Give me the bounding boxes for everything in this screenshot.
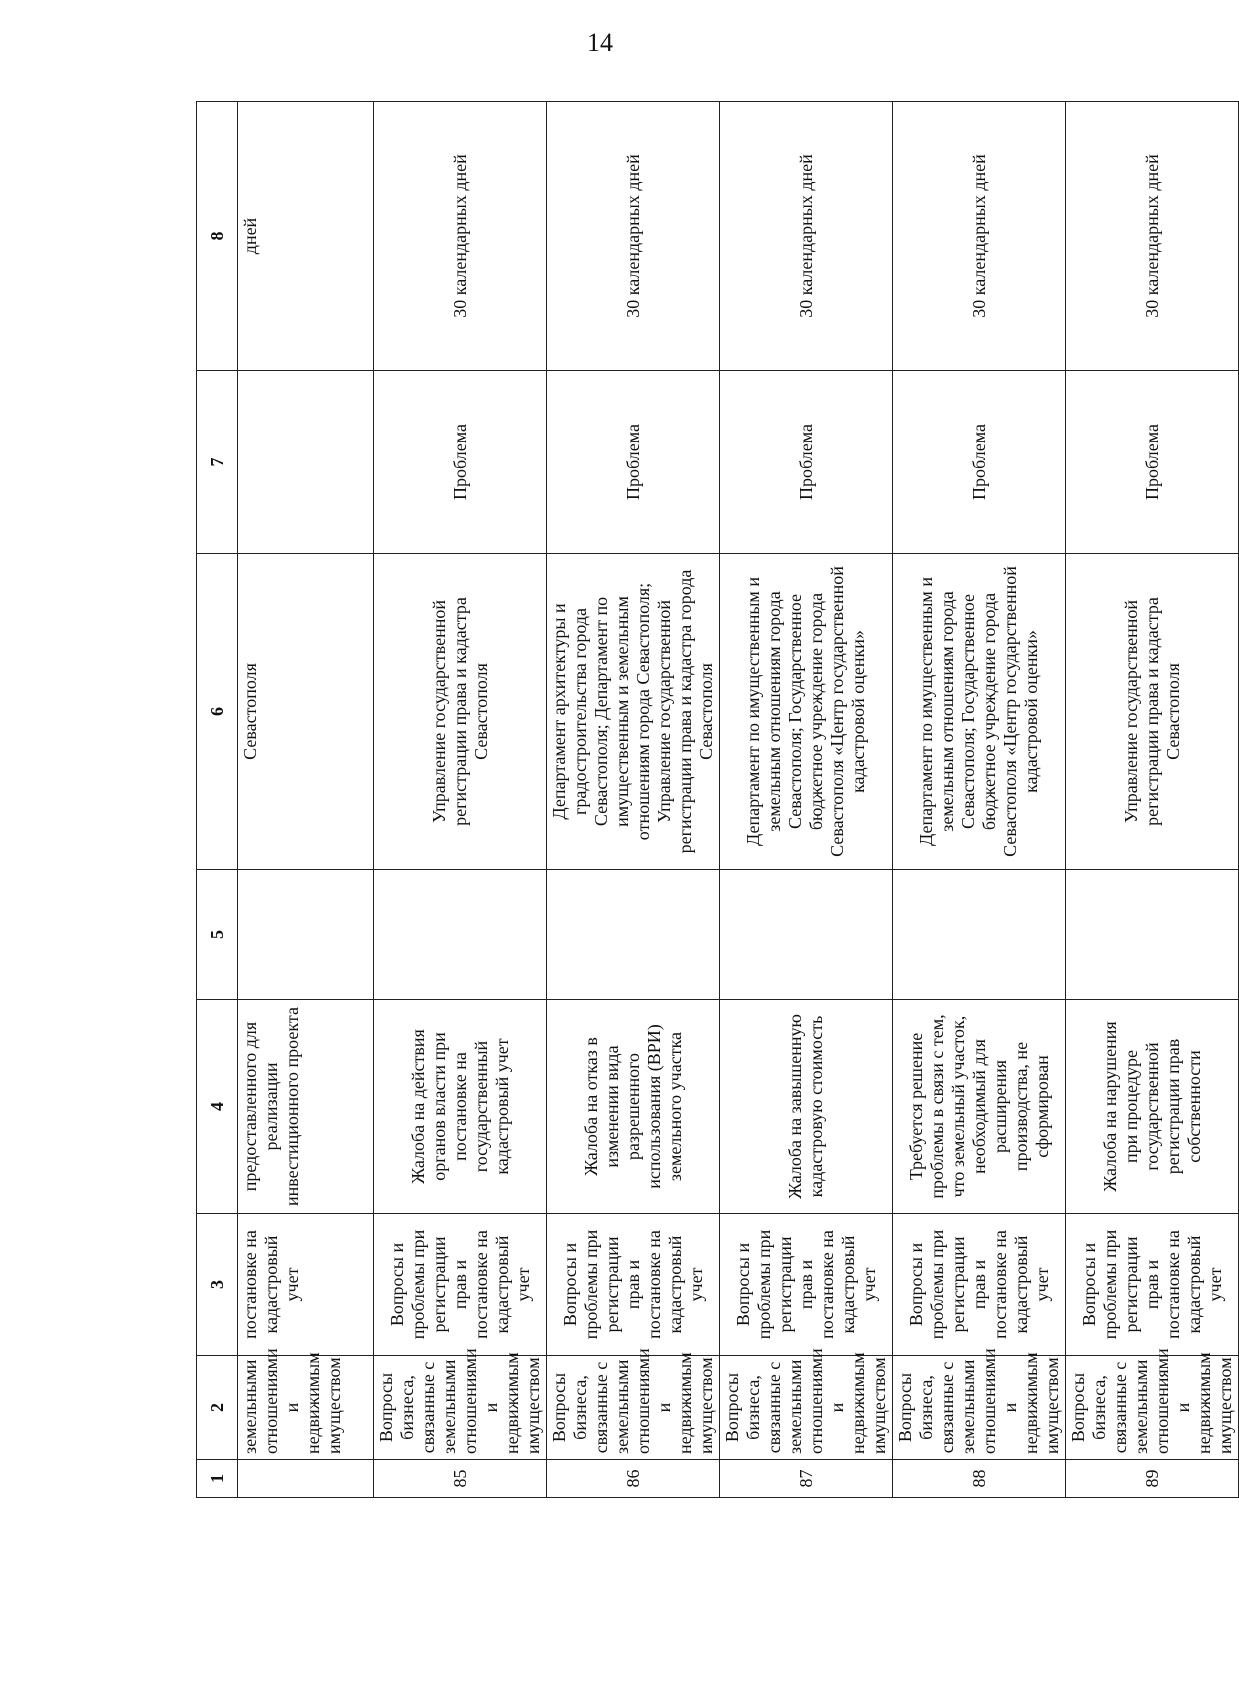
issue-cell: предоставленного для реализации инвестиционного проекта bbox=[238, 1000, 374, 1214]
header-cell: 5 bbox=[197, 870, 238, 1000]
header-cell: 7 bbox=[197, 371, 238, 554]
header-row bbox=[197, 102, 238, 1498]
header-cell: 3 bbox=[197, 1214, 238, 1356]
subtopic-cell: постановке на кадастровый учет bbox=[238, 1214, 374, 1356]
row-number-cell: 85 bbox=[374, 1460, 547, 1498]
issue-cell: Жалоба на действия органов власти при постановке на государственный кадастровый учет bbox=[374, 1000, 547, 1214]
col5-cell bbox=[374, 870, 547, 1000]
term-cell: дней bbox=[238, 102, 374, 371]
responsible-cell: Севастополя bbox=[238, 554, 374, 870]
subtopic-cell: Вопросы и проблемы при регистрации прав и постановке на кадастровый учет bbox=[547, 1214, 720, 1356]
table-row bbox=[238, 102, 374, 1498]
issue-cell: Жалоба на завышенную кадастровую стоимость bbox=[720, 1000, 893, 1214]
term-cell: 30 календарных дней bbox=[374, 102, 547, 371]
page-number: 14 bbox=[587, 28, 613, 57]
header-cell: 2 bbox=[197, 1356, 238, 1460]
topic-cell: Вопросы бизнеса, связанные с земельными отношениями и недвижимым имуществом bbox=[720, 1356, 893, 1460]
row-number-cell: 89 bbox=[1066, 1460, 1239, 1498]
subtopic-cell: Вопросы и проблемы при регистрации прав и постановке на кадастровый учет bbox=[1066, 1214, 1239, 1356]
type-cell: Проблема bbox=[547, 371, 720, 554]
responsible-cell: Департамент по имущественным и земельным отношениям города Севастополя; Государственное бюджетное учреждение города Севастополя «Центр государственной кадастровой оценки» bbox=[893, 554, 1066, 870]
col5-cell bbox=[547, 870, 720, 1000]
table-row bbox=[1066, 102, 1239, 1498]
row-number-cell bbox=[238, 1460, 374, 1498]
type-cell bbox=[238, 371, 374, 554]
row-number-cell: 86 bbox=[547, 1460, 720, 1498]
topic-cell: Вопросы бизнеса, связанные с земельными отношениями и недвижимым имуществом bbox=[547, 1356, 720, 1460]
subtopic-cell: Вопросы и проблемы при регистрации прав и постановке на кадастровый учет bbox=[893, 1214, 1066, 1356]
type-cell: Проблема bbox=[1066, 371, 1239, 554]
term-cell: 30 календарных дней bbox=[893, 102, 1066, 371]
term-cell: 30 календарных дней bbox=[1066, 102, 1239, 371]
col5-cell bbox=[720, 870, 893, 1000]
row-number-cell: 88 bbox=[893, 1460, 1066, 1498]
appeals-table bbox=[196, 101, 1239, 1498]
header-cell: 8 bbox=[197, 102, 238, 371]
term-cell: 30 календарных дней bbox=[720, 102, 893, 371]
header-cell: 1 bbox=[197, 1460, 238, 1498]
issue-cell: Жалоба на нарушения при процедуре государственной регистрации прав собственности bbox=[1066, 1000, 1239, 1214]
col5-cell bbox=[238, 870, 374, 1000]
type-cell: Проблема bbox=[720, 371, 893, 554]
col5-cell bbox=[893, 870, 1066, 1000]
issue-cell: Требуется решение проблемы в связи с тем, что земельный участок, необходимый для расширения производства, не сформирован bbox=[893, 1000, 1066, 1214]
type-cell: Проблема bbox=[893, 371, 1066, 554]
table-row bbox=[893, 102, 1066, 1498]
responsible-cell: Управление государственной регистрации права и кадастра Севастополя bbox=[1066, 554, 1239, 870]
subtopic-cell: Вопросы и проблемы при регистрации прав и постановке на кадастровый учет bbox=[720, 1214, 893, 1356]
topic-cell: земельными отношениями и недвижимым имуществом bbox=[238, 1356, 374, 1460]
header-cell: 4 bbox=[197, 1000, 238, 1214]
col5-cell bbox=[1066, 870, 1239, 1000]
type-cell: Проблема bbox=[374, 371, 547, 554]
issue-cell: Жалоба на отказ в изменении вида разрешенного использования (ВРИ) земельного участка bbox=[547, 1000, 720, 1214]
responsible-cell: Управление государственной регистрации права и кадастра Севастополя bbox=[374, 554, 547, 870]
table-row bbox=[720, 102, 893, 1498]
subtopic-cell: Вопросы и проблемы при регистрации прав и постановке на кадастровый учет bbox=[374, 1214, 547, 1356]
table-row bbox=[374, 102, 547, 1498]
table-row bbox=[547, 102, 720, 1498]
header-cell: 6 bbox=[197, 554, 238, 870]
topic-cell: Вопросы бизнеса, связанные с земельными отношениями и недвижимым имуществом bbox=[1066, 1356, 1239, 1460]
row-number-cell: 87 bbox=[720, 1460, 893, 1498]
responsible-cell: Департамент по имущественным и земельным отношениям города Севастополя; Государственное бюджетное учреждение города Севастополя «Центр государственной кадастровой оценки» bbox=[720, 554, 893, 870]
topic-cell: Вопросы бизнеса, связанные с земельными отношениями и недвижимым имуществом bbox=[374, 1356, 547, 1460]
term-cell: 30 календарных дней bbox=[547, 102, 720, 371]
responsible-cell: Департамент архитектуры и градостроительства города Севастополя; Департамент по имущественным и земельным отношениям города Севастополя; Управление государственной регистрации права и кадастра города Севастополя bbox=[547, 554, 720, 870]
topic-cell: Вопросы бизнеса, связанные с земельными отношениями и недвижимым имуществом bbox=[893, 1356, 1066, 1460]
rotated-table-container bbox=[196, 102, 1235, 1498]
